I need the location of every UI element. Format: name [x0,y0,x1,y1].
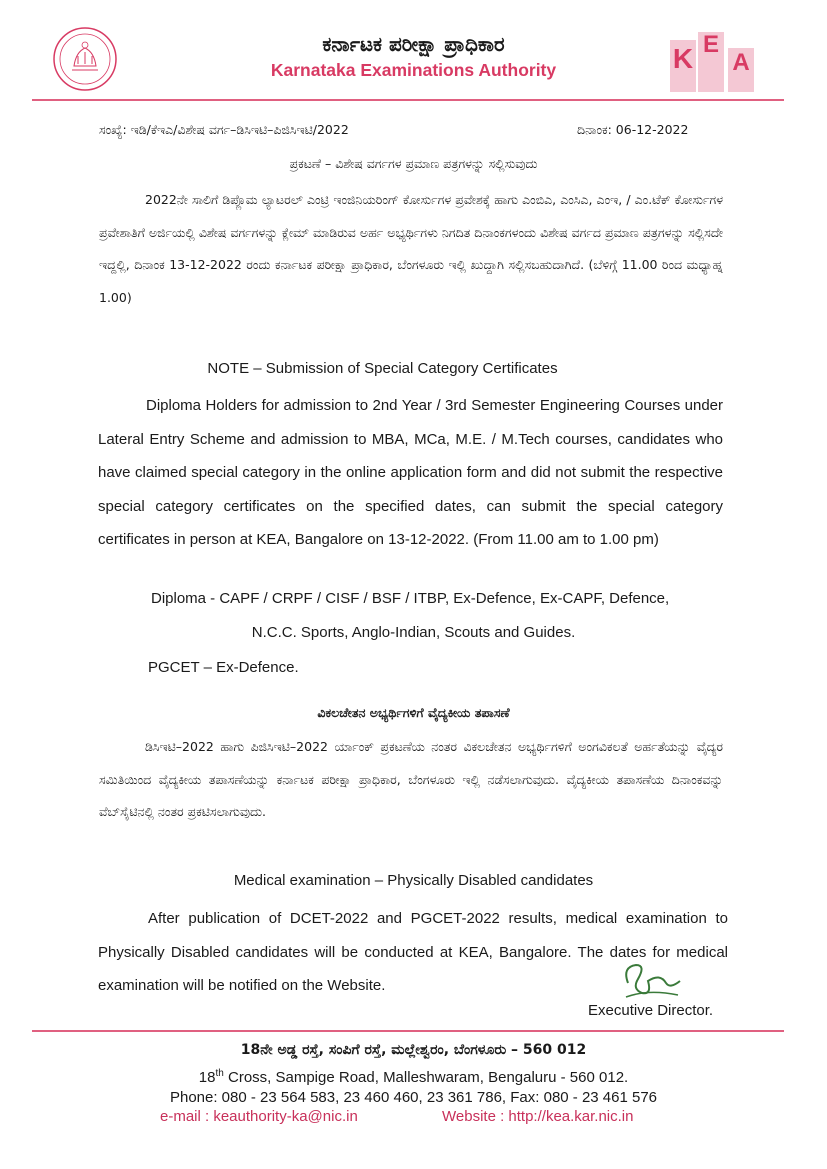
footer-address-english: 18th Cross, Sampige Road, Malleshwaram, Bengaluru - 560 012. [198,1068,629,1086]
diploma-categories-line1: Diploma - CAPF / CRPF / CISF / BSF / ITBP, Ex-Defence, Ex-CAPF, Defence, [151,590,670,607]
medical-body-kannada: ಡಿಸಿಇಟಿ–2022 ಹಾಗು ಪಿಜಿಸಿಇಟಿ–2022 ರ್ಯಾಂಕ್ ಪ್ರಕಟಣೆಯ ನಂತರ ವಿಕಲಚೇತನ ಅಭ್ಯರ್ಥಿಗಳಿಗೆ ಅಂಗವಿಕಲತೆ ಅರ್ಹತೆಯನ್ನು ವೈದ್ಯರ ಸಮಿತಿಯಿಂದ ವೈದ್ಯಕೀಯ ತಪಾಸಣೆಯನ್ನು ಕರ್ನಾಟಕ ಪರೀಕ್ಷಾ ಪ್ರಾಧಿಕಾರ, ಬೆಂಗಳೂರು ಇಲ್ಲಿ ನಡೆಸಲಾಗುವುದು. ವೈದ್ಯಕೀಯ ತಪಾಸಣೆಯ ದಿನಾಂಕವನ್ನು ವೆಬ್‌ಸೈಟಿನಲ್ಲಿ ನಂತರ ಪ್ರಕಟಿಸಲಾಗುವುದು. [99,739,723,819]
reference-number: ಸಂಖ್ಯೆ: ಇಡಿ/ಕೆಇಎ/ವಿಶೇಷ ವರ್ಗ–ಡಿಸಿಇಟಿ–ಪಿಜಿಸಿಇಟಿ/2022 [99,122,349,137]
header-divider [32,99,784,101]
notice-body-english: Diploma Holders for admission to 2nd Year / 3rd Semester Engineering Courses under Lateral Entry Scheme and admission to MBA, MCa, M.E. / M.Tech courses, candidates who have claimed special category in the online application form and did not submit the respective special category certificates on the specified dates, can submit the special category certificates in person at KEA, Bangalore on 13-12-2022. (From 11.00 am to 1.00 pm) [98,397,723,549]
kea-logo [670,26,758,92]
notice-heading-english: NOTE – Submission of Special Category Certificates [207,360,558,377]
diploma-categories-line2: N.C.C. Sports, Anglo-Indian, Scouts and Guides. [251,624,576,641]
footer-website-link[interactable]: Website : http://kea.kar.nic.in [442,1108,634,1125]
logo-letter-e: E [702,31,720,58]
logo-letter-a: A [732,49,750,76]
notice-date: ದಿನಾಂಕ: 06-12-2022 [577,122,689,137]
header-title-kannada: ಕರ್ನಾಟಕ ಪರೀಕ್ಷಾ ಪ್ರಾಧಿಕಾರ [322,32,505,56]
signature-icon [608,953,698,1008]
header-title-english: Karnataka Examinations Authority [270,60,557,80]
notice-heading-kannada: ಪ್ರಕಟಣೆ – ವಿಶೇಷ ವರ್ಗಗಳ ಪ್ರಮಾಣ ಪತ್ರಗಳನ್ನು ಸಲ್ಲಿಸುವುದು [289,156,538,171]
executive-director-title: Executive Director. [588,1002,714,1019]
footer-email-link[interactable]: e-mail : keauthority-ka@nic.in [160,1108,358,1125]
logo-letter-k: K [672,43,694,74]
pgcet-categories: PGCET – Ex-Defence. [148,659,299,676]
footer-divider [32,1030,784,1032]
footer-phone: Phone: 080 - 23 564 583, 23 460 460, 23 361 786, Fax: 080 - 23 461 576 [169,1089,658,1106]
medical-heading-kannada: ವಿಕಲಚೇತನ ಅಭ್ಯರ್ಥಿಗಳಿಗೆ ವೈದ್ಯಕೀಯ ತಪಾಸಣೆ [317,705,510,720]
medical-heading-english: Medical examination – Physically Disabled candidates [233,872,594,889]
footer-address-kannada: 18ನೇ ಅಡ್ಡ ರಸ್ತೆ, ಸಂಪಿಗೆ ರಸ್ತೆ, ಮಲ್ಲೇಶ್ವರಂ, ಬೆಂಗಳೂರು – 560 012 [240,1042,587,1058]
medical-body-english: After publication of DCET-2022 and PGCET-2022 results, medical examination to Physically Disabled candidates will be conducted at KEA, Bangalore. The dates for medical examination will be notified on the Website. [98,910,728,995]
notice-body-kannada: 2022ನೇ ಸಾಲಿಗೆ ಡಿಪ್ಲೊಮ ಲ್ಯಾಟರಲ್ ಎಂಟ್ರಿ ಇಂಜಿನಿಯರಿಂಗ್ ಕೋರ್ಸುಗಳ ಪ್ರವೇಶಕ್ಕೆ ಹಾಗು ಎಂಬಿಎ, ಎಂಸಿಎ, ಎಂಇ, / ಎಂ.ಟೆಕ್ ಕೋರ್ಸುಗಳ ಪ್ರವೇಶಾತಿಗೆ ಅರ್ಜಿಯಲ್ಲಿ ವಿಶೇಷ ವರ್ಗಗಳನ್ನು ಕ್ಲೇಮ್ ಮಾಡಿರುವ ಅರ್ಹ ಅಭ್ಯರ್ಥಿಗಳು ನಿಗದಿತ ದಿನಾಂಕಗಳಂದು ವಿಶೇಷ ವರ್ಗದ ಪ್ರಮಾಣ ಪತ್ರಗಳನ್ನು ಸಲ್ಲಿಸದೇ ಇದ್ದಲ್ಲಿ, ದಿನಾಂಕ 13-12-2022 ರಂದು ಕರ್ನಾಟಕ ಪರೀಕ್ಷಾ ಪ್ರಾಧಿಕಾರ, ಬೆಂಗಳೂರು ಇಲ್ಲಿ ಖುದ್ದಾಗಿ ಸಲ್ಲಿಸಬಹುದಾಗಿದೆ. (ಬೆಳಿಗ್ಗೆ 11.00 ರಿಂದ ಮಧ್ಯಾಹ್ನ 1.00) [99,192,723,305]
